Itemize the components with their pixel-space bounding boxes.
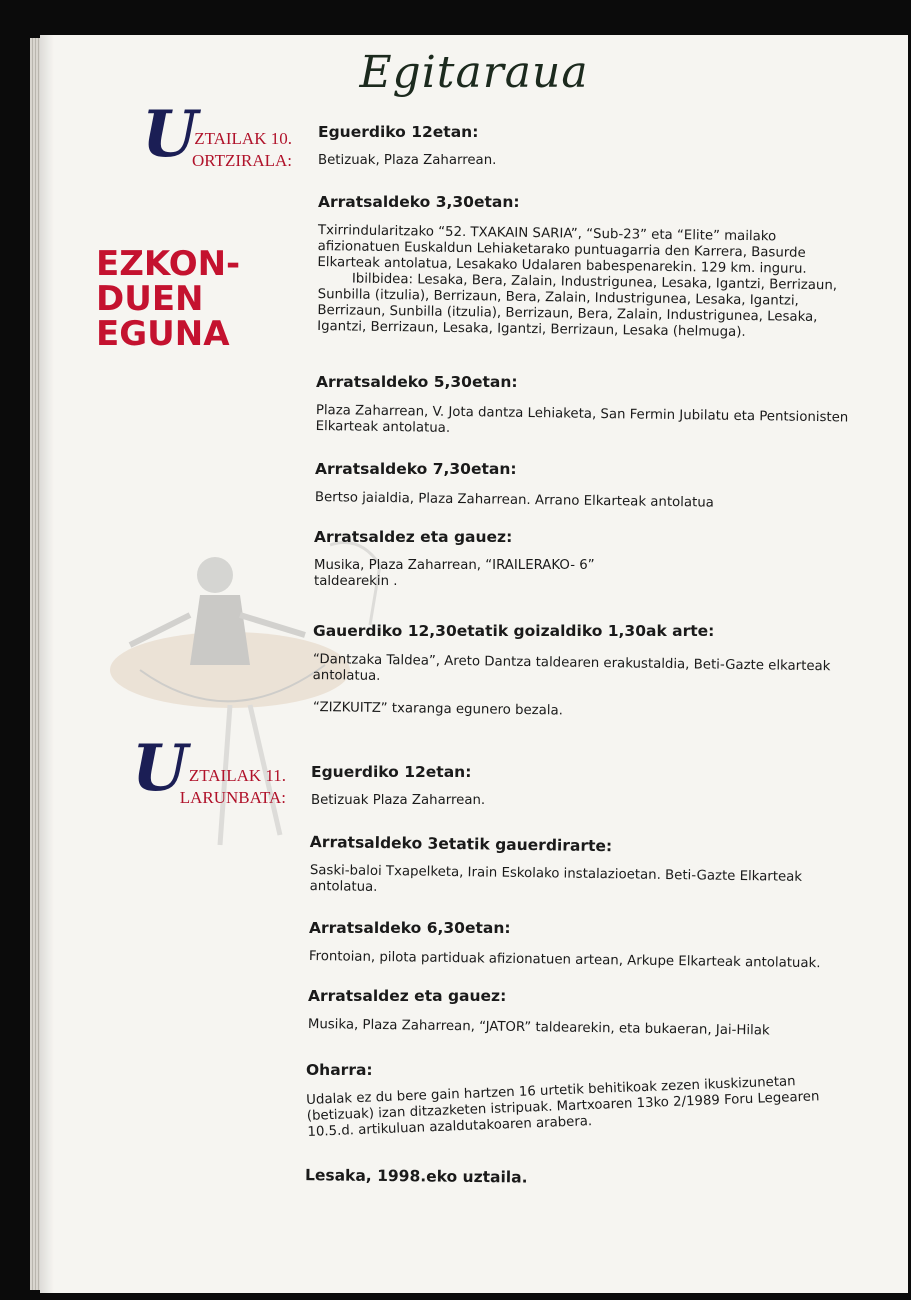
signoff (304, 1166, 845, 1199)
event-text: Musika, Plaza Zaharrean, “JATOR” taldearekin, eta bukaeran, Jai-Hilak (307, 1017, 770, 1039)
event-text: Bertso jaialdia, Plaza Zaharrean. Arrano Elkarteak antolatua (314, 490, 714, 511)
event-text: Betizuak Plaza Zaharrean. (311, 793, 486, 808)
event-heading: Arratsaldeko 3etatik gauerdirarte: (309, 833, 613, 856)
day2-initial: U (132, 731, 188, 806)
event-text: “Dantzaka Taldea”, Areto Dantza taldearen erakustaldia, Beti-Gazte elkarteak antolatua. (312, 652, 831, 684)
event-block (311, 763, 851, 809)
event-block (317, 193, 858, 340)
headline: EZKON- DUEN EGUNA (96, 244, 241, 354)
signoff-text: Lesaka, 1998.eko uztaila. (304, 1166, 528, 1187)
page-stack-edge (30, 38, 40, 1290)
day1-initial: U (142, 97, 198, 172)
event-heading: Gauerdiko 12,30etatik goizaldiko 1,30ak arte: (313, 622, 715, 640)
day1-date (180, 128, 292, 172)
event-block (308, 919, 849, 972)
event-text: Frontoian, pilota partiduak afizionatuen artean, Arkupe Elkarteak antolatuak. (308, 949, 821, 972)
document-page (40, 35, 908, 1293)
note-heading: Oharra: (306, 1061, 373, 1079)
day2-line2: LARUNBATA: (179, 788, 286, 807)
event-text: Betizuak, Plaza Zaharrean. (318, 153, 497, 168)
event-block (310, 833, 850, 895)
event-heading: Arratsaldeko 6,30etan: (309, 919, 511, 937)
event-heading: Arratsaldez eta gauez: (308, 987, 507, 1005)
event-text: Txirrindularitzako “52. TXAKAIN SARIA”, “Sub-23” eta “Elite” mailako afizionatuen Euskaldun Lehiaketarako puntuagarria den Karrera, Basurde Elkarteak antolatua, Lesakako Udalaren babespenarekin. 129 km. inguru. (317, 223, 807, 277)
event-block (316, 373, 856, 435)
event-block (307, 987, 848, 1039)
event-text-note: “ZIZKUITZ” txaranga egunero bezala. (312, 700, 564, 719)
page-title: Egitaraua (359, 47, 589, 98)
day1-line2: ORTZIRALA: (191, 151, 292, 170)
event-text: Plaza Zaharrean, V. Jota dantza Lehiaketa, San Fermin Jubilatu eta Pentsionisten Elkarteak antolatua. (315, 403, 849, 436)
event-heading: Arratsaldeko 5,30etan: (316, 373, 518, 391)
event-block (314, 528, 854, 590)
day2-line1: ZTAILAK 11. (188, 766, 286, 785)
day2-date (170, 765, 286, 809)
event-block (306, 1061, 846, 1141)
event-text-route: Ibilbidea: Lesaka, Bera, Zalain, Industrigunea, Lesaka, Igantzi, Berrizaun, Sunbilla (itzulia), Berrizaun, Bera, Zalain, Industrigunea, Lesaka, Igantzi, Berrizaun, Sunbilla (itzulia), Berrizaun, Bera, Zalain, Industrigunea, Lesaka, Igantzi, Berrizaun, Lesaka, Igantzi, Berrizaun, Lesaka (helmuga). (317, 271, 838, 340)
event-heading: Arratsaldez eta gauez: (314, 528, 513, 546)
event-heading: Eguerdiko 12etan: (311, 763, 472, 781)
page-gutter-shadow (40, 35, 54, 1293)
event-block (312, 622, 853, 719)
event-block (314, 460, 855, 511)
event-heading: Arratsaldeko 7,30etan: (315, 460, 517, 478)
event-heading: Arratsaldeko 3,30etan: (318, 193, 520, 211)
event-heading: Eguerdiko 12etan: (318, 123, 479, 141)
day1-line1: ZTAILAK 10. (194, 129, 292, 148)
event-block (318, 123, 858, 169)
note-text: Udalak ez du bere gain hartzen 16 urtetik behitikoak zezen ikuskizunetan (betizuak) izan ditzazketen istripuak. Martxoaren 13ko 2/1989 Foru Legearen 10.5.d. artikuluan azaldutakoaren arabera. (306, 1074, 820, 1140)
event-text: Musika, Plaza Zaharrean, “IRAILERAKO- 6” taldearekin . (314, 558, 595, 589)
event-text: Saski-baloi Txapelketa, Irain Eskolako instalazioetan. Beti-Gazte Elkarteak antolatua. (309, 863, 803, 895)
